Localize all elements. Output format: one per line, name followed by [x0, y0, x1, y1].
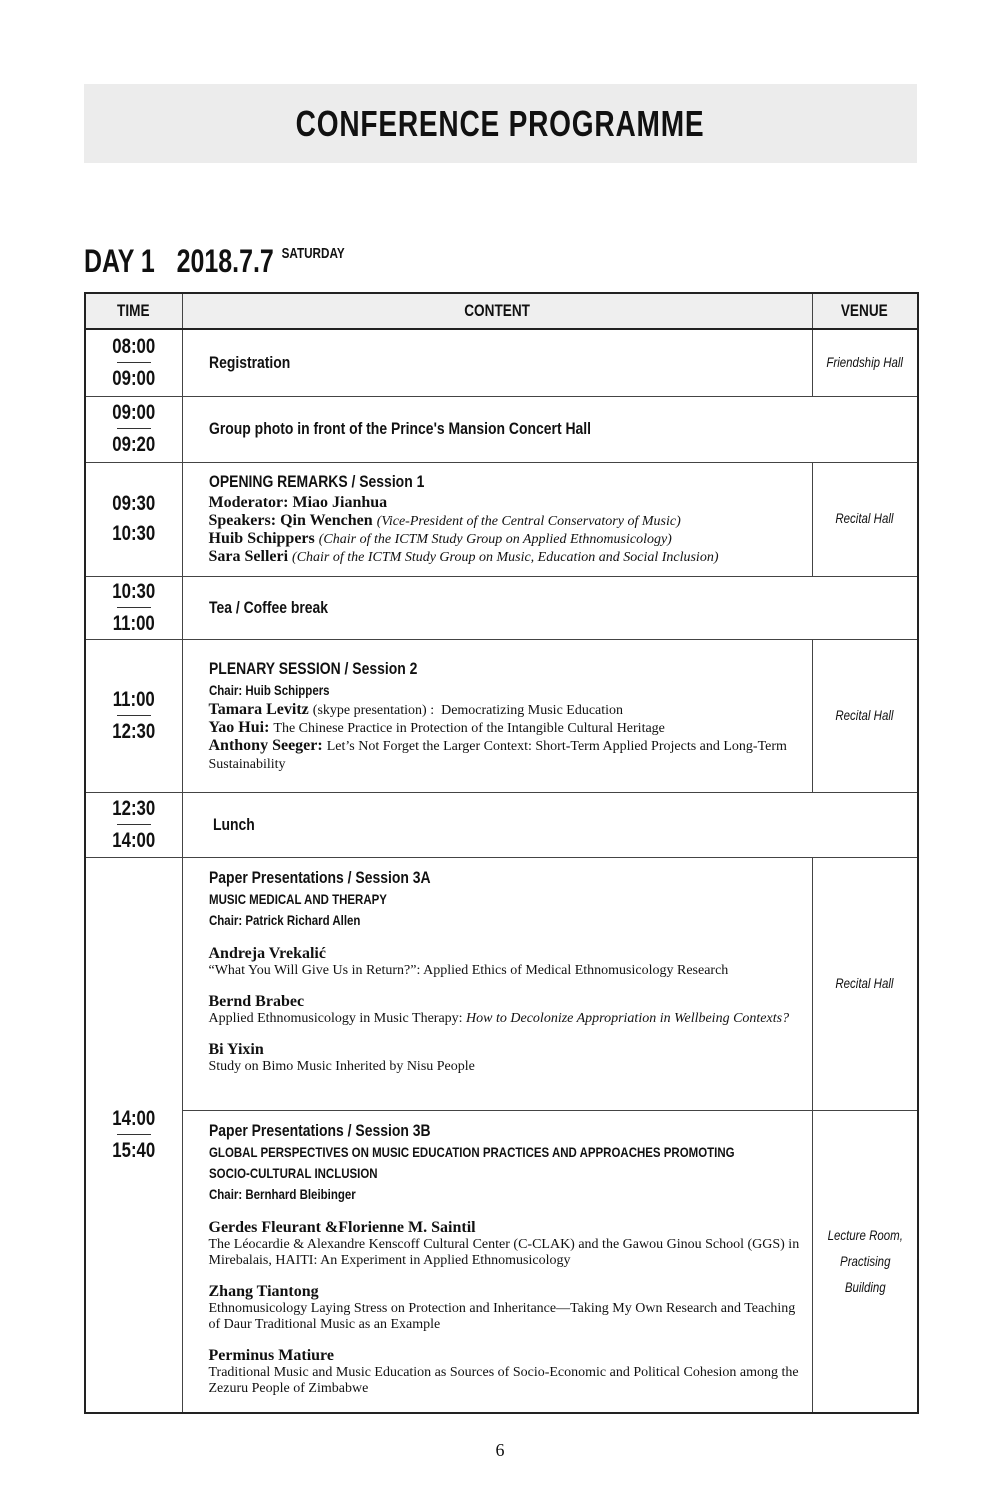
- session-title: PLENARY SESSION / Session 2: [208, 658, 417, 678]
- title-band: [84, 84, 917, 163]
- start-time: 12:30: [112, 796, 156, 820]
- session-3a-cell: [182, 857, 812, 1110]
- table-row: [85, 396, 918, 462]
- content-cell: [182, 792, 918, 857]
- end-time: 10:30: [112, 522, 156, 545]
- content-cell: [182, 462, 812, 576]
- venue-name: Recital Hall: [835, 974, 894, 991]
- content-cell: [182, 576, 918, 639]
- speaker-name: Tamara Levitz: [208, 700, 309, 718]
- talk-topic: The Chinese Practice in Protection of the Intangible Cultural Heritage: [273, 720, 665, 736]
- table-row: [85, 639, 918, 792]
- venue-cell: [812, 639, 918, 792]
- session-theme-cont: SOCIO-CULTURAL INCLUSION: [208, 1164, 378, 1181]
- paper-title: Applied Ethnomusicology in Music Therapy:: [208, 1010, 467, 1026]
- paper-title: Study on Bimo Music Inherited by Nisu People: [208, 1058, 475, 1074]
- talk-separator: :: [426, 702, 442, 718]
- paper-author: Gerdes Fleurant &Florienne M. Saintil: [208, 1218, 476, 1236]
- time-divider: [117, 362, 151, 363]
- item-title: Group photo in front of the Prince's Mansion Concert Hall: [208, 419, 591, 438]
- day-weekday: SATURDAY: [281, 245, 345, 262]
- speaker-role: (Chair of the ICTM Study Group on Music, Education and Social Inclusion): [292, 550, 719, 565]
- item-title: Lunch: [212, 814, 255, 834]
- content-cell: [182, 639, 812, 792]
- content-cell: [182, 396, 918, 462]
- start-time: 11:00: [112, 687, 155, 711]
- speakers-label: Speakers:: [208, 512, 277, 529]
- session-theme: MUSIC MEDICAL AND THERAPY: [208, 890, 387, 907]
- session-chair: Chair: Bernhard Bleibinger: [208, 1185, 356, 1202]
- start-time: 08:00: [112, 334, 156, 358]
- end-time: 14:00: [112, 828, 156, 852]
- time-cell: [85, 329, 182, 396]
- paper-title: Ethnomusicology Laying Stress on Protection and Inheritance—Taking My Own Research and Teaching of Daur Traditional Music as an Example: [208, 1300, 796, 1332]
- time-divider: [117, 607, 151, 608]
- session-title: Paper Presentations / Session 3B: [208, 1120, 431, 1140]
- venue-cell: [812, 462, 918, 576]
- end-time: 09:00: [112, 366, 156, 390]
- venue-cell: [812, 329, 918, 396]
- venue-name: Recital Hall: [835, 706, 894, 723]
- time-cell: [85, 857, 182, 1413]
- start-time: 09:00: [112, 401, 156, 424]
- time-cell: [85, 639, 182, 792]
- moderator: Moderator: Miao Jianhua: [208, 494, 388, 511]
- table-row: [85, 462, 918, 576]
- start-time: 14:00: [112, 1106, 156, 1130]
- paper-title: “What You Will Give Us in Return?”: Applied Ethics of Medical Ethnomusicology Research: [208, 962, 729, 978]
- time-cell: [85, 396, 182, 462]
- talk-topic: Let’s Not Forget the Larger Context: Short-Term Applied Projects and Long-Term Sustainability: [208, 738, 787, 772]
- time-divider: [117, 1134, 151, 1135]
- day-date: 2018.7.7: [176, 243, 274, 279]
- programme-table: [84, 292, 919, 1414]
- venue-cell: [812, 1110, 918, 1413]
- session-chair: Chair: Patrick Richard Allen: [208, 911, 360, 928]
- speaker-role: (Chair of the ICTM Study Group on Applied Ethnomusicology): [318, 532, 672, 547]
- venue-line: Building: [844, 1279, 886, 1296]
- speaker-name: Sara Selleri: [208, 548, 289, 565]
- start-time: 09:30: [112, 492, 156, 515]
- session-title: Paper Presentations / Session 3A: [208, 867, 431, 887]
- end-time: 12:30: [112, 719, 156, 743]
- end-time: 15:40: [112, 1138, 156, 1162]
- session-chair: Chair: Huib Schippers: [208, 681, 330, 698]
- time-divider: [117, 428, 151, 429]
- speaker-name: Anthony Seeger:: [208, 736, 323, 754]
- time-cell: [85, 462, 182, 576]
- item-title: Registration: [208, 352, 290, 372]
- table-row: [85, 576, 918, 639]
- paper-author: Bi Yixin: [208, 1040, 264, 1058]
- time-divider: [117, 715, 151, 716]
- session-3b-cell: [182, 1110, 812, 1413]
- talk-note: (skype presentation): [312, 702, 427, 718]
- venue-name: Friendship Hall: [826, 353, 904, 370]
- time-cell: [85, 792, 182, 857]
- table-row: [85, 1110, 918, 1413]
- venue-line: Lecture Room,: [827, 1227, 903, 1244]
- paper-title: The Léocardie & Alexandre Kenscoff Cultural Center (C-CLAK) and the Gawou Ginou School (GGS) in Mirebalais, HAITI: An Experiment in Applied Ethnomusicology: [208, 1236, 800, 1268]
- speaker-name: Yao Hui:: [208, 718, 270, 736]
- table-row: [85, 857, 918, 1110]
- end-time: 11:00: [112, 611, 155, 635]
- session-title: OPENING REMARKS / Session 1: [208, 472, 424, 491]
- table-row: [85, 329, 918, 396]
- start-time: 10:30: [112, 579, 156, 603]
- venue-name: Recital Hall: [835, 510, 894, 526]
- venue-cell: [812, 857, 918, 1110]
- end-time: 09:20: [112, 433, 156, 456]
- venue-line: Practising: [839, 1253, 890, 1270]
- speaker-role: (Vice-President of the Central Conservatory of Music): [376, 514, 681, 529]
- paper-author: Andreja Vrekalić: [208, 944, 326, 962]
- paper-title: Traditional Music and Music Education as Sources of Socio-Economic and Political Cohesion among the Zezuru People of Zimbabwe: [208, 1364, 799, 1396]
- header-time: TIME: [85, 293, 182, 329]
- page-title: CONFERENCE PROGRAMME: [296, 102, 705, 144]
- talk-topic: Democratizing Music Education: [441, 702, 624, 718]
- paper-author: Zhang Tiantong: [208, 1282, 319, 1300]
- content-cell: [182, 329, 812, 396]
- day-label: DAY 1: [84, 243, 155, 279]
- paper-title-italic: How to Decolonize Appropriation in Wellbeing Contexts?: [466, 1010, 790, 1026]
- item-title: Tea / Coffee break: [208, 597, 328, 617]
- session-theme: GLOBAL PERSPECTIVES ON MUSIC EDUCATION PRACTICES AND APPROACHES PROMOTING: [208, 1143, 735, 1160]
- page-number: 6: [495, 1440, 505, 1460]
- day-heading: [84, 243, 418, 283]
- table-header-row: [85, 293, 918, 329]
- paper-author: Perminus Matiure: [208, 1346, 334, 1364]
- speaker-name: Qin Wenchen: [280, 512, 373, 529]
- speaker-name: Huib Schippers: [208, 530, 315, 547]
- time-cell: [85, 576, 182, 639]
- header-venue: VENUE: [812, 293, 918, 329]
- header-content: CONTENT: [182, 293, 812, 329]
- time-divider: [117, 824, 151, 825]
- table-row: [85, 792, 918, 857]
- paper-author: Bernd Brabec: [208, 992, 305, 1010]
